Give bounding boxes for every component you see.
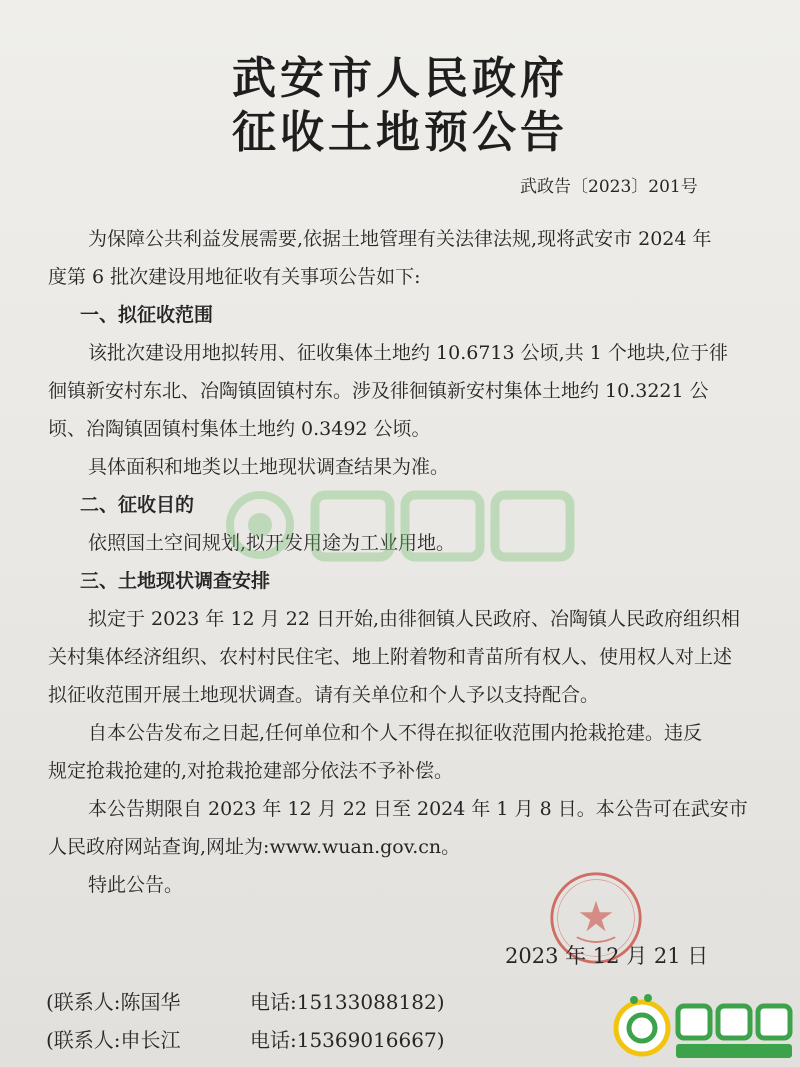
title-line-1: 武安市人民政府 (232, 53, 568, 104)
document-number: 武政告〔2023〕201号 (520, 177, 698, 197)
section-3-line: 关村集体经济组织、农村村民住宅、地上附着物和青苗所有权人、使用权人对上述 (48, 646, 733, 668)
section-3-line: 拟征收范围开展土地现状调查。请有关单位和个人予以支持配合。 (48, 684, 600, 706)
section-1-line: 该批次建设用地拟转用、征收集体土地约 10.6713 公顷,共 1 个地块,位于徘 (88, 342, 728, 364)
contact-phone: 电话:15369016667) (250, 1028, 445, 1052)
contact-name: (联系人:申长江 (46, 1028, 181, 1052)
section-3-line: 规定抢栽抢建的,对抢栽抢建部分依法不予补偿。 (48, 760, 454, 782)
section-3-line: 人民政府网站查询,网址为:www.wuan.gov.cn。 (48, 836, 461, 858)
issue-date: 2023 年 12 月 21 日 (505, 944, 709, 968)
section-1-line: 顷、冶陶镇固镇村集体土地约 0.3492 公顷。 (48, 418, 431, 440)
closing-line: 特此公告。 (88, 874, 184, 896)
section-3-heading: 三、土地现状调查安排 (80, 570, 271, 592)
contact-name: (联系人:陈国华 (46, 990, 181, 1014)
section-1-heading: 一、拟征收范围 (80, 304, 214, 326)
watermark-logo-icon (220, 470, 600, 580)
section-3-line: 本公告期限自 2023 年 12 月 22 日至 2024 年 1 月 8 日。本公告可在武安市 (88, 798, 748, 820)
title-line-2: 征收土地预公告 (232, 107, 568, 158)
section-1-line: 具体面积和地类以土地现状调查结果为准。 (88, 456, 450, 478)
site-logo-icon (610, 990, 795, 1060)
section-1-line: 徊镇新安村东北、冶陶镇固镇村东。涉及徘徊镇新安村集体土地约 10.3221 公 (48, 380, 709, 402)
contact-phone: 电话:15133088182) (250, 990, 445, 1014)
section-3-line: 自本公告发布之日起,任何单位和个人不得在拟征收范围内抢栽抢建。违反 (88, 722, 703, 744)
section-2-line: 依照国土空间规划,拟开发用途为工业用地。 (88, 532, 456, 554)
section-2-heading: 二、征收目的 (80, 494, 195, 516)
intro-line-1: 为保障公共利益发展需要,依据土地管理有关法律法规,现将武安市 2024 年 (88, 228, 712, 250)
section-3-line: 拟定于 2023 年 12 月 22 日开始,由徘徊镇人民政府、冶陶镇人民政府组织相 (88, 608, 740, 630)
intro-line-2: 度第 6 批次建设用地征收有关事项公告如下: (48, 266, 421, 288)
